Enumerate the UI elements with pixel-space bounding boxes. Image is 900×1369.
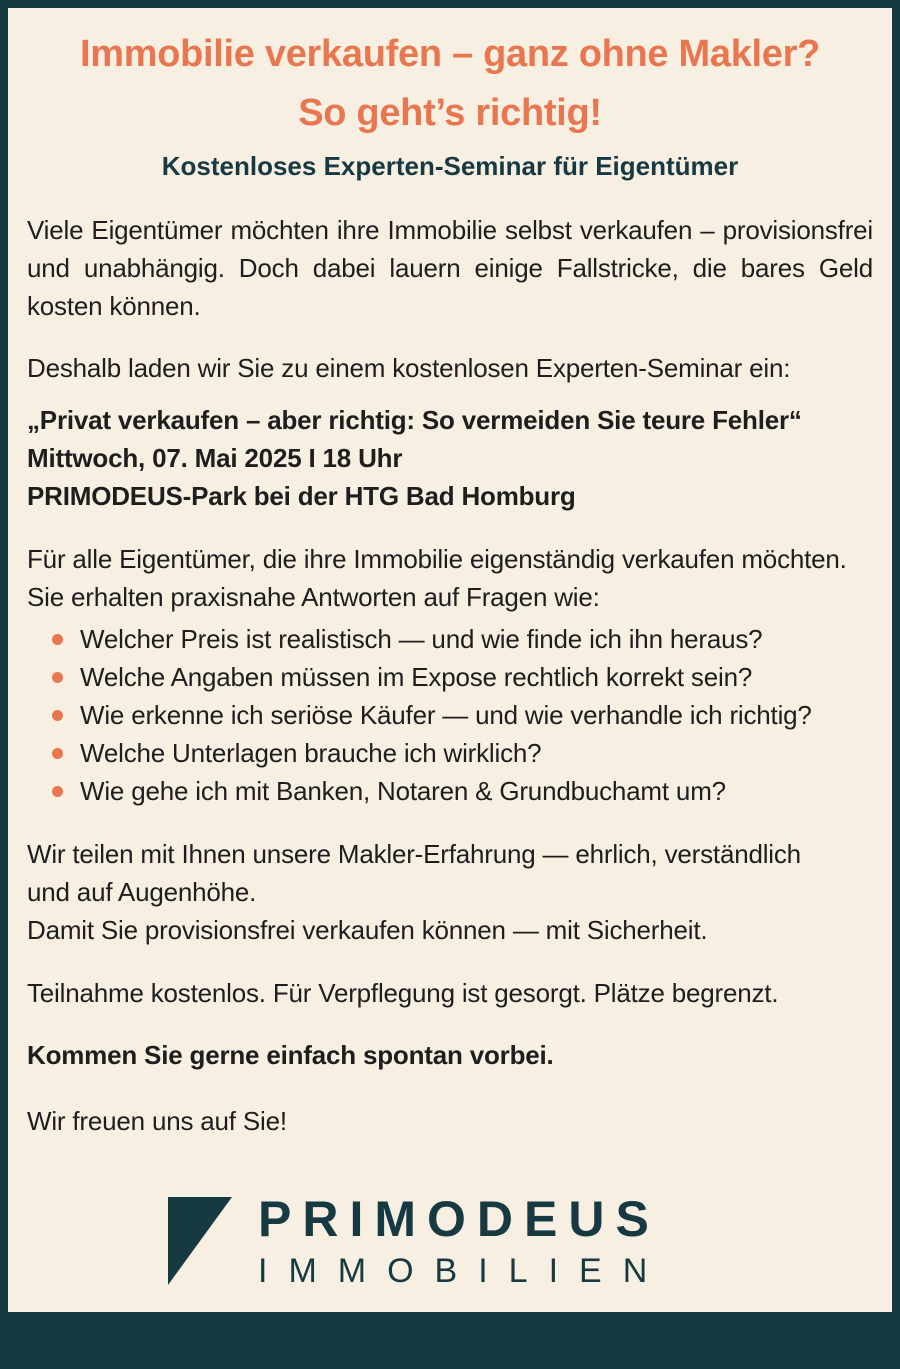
list-item xyxy=(27,620,812,658)
audience-line-1: Für alle Eigentümer, die ihre Immobilie eigenständig verkaufen möchten. xyxy=(27,544,847,574)
bullet-dot-icon xyxy=(52,672,63,683)
question-list xyxy=(27,620,812,810)
list-item xyxy=(27,772,812,810)
invitation-text: Deshalb laden wir Sie zu einem kostenlosen Experten-Seminar ein: xyxy=(27,353,791,383)
list-item xyxy=(27,734,812,772)
experience-line-1: Wir teilen mit Ihnen unsere Makler-Erfahrung — ehrlich, verständlich xyxy=(27,839,801,869)
experience-line-2: und auf Augenhöhe. xyxy=(27,877,257,907)
question-text: Welche Angaben müssen im Expose rechtlich korrekt sein? xyxy=(80,662,753,692)
bullet-dot-icon xyxy=(52,748,63,759)
headline-line-2: So geht’s richtig! xyxy=(298,92,602,134)
intro-paragraph: Viele Eigentümer möchten ihre Immobilie selbst verkaufen – provisionsfrei und unabhängig. Doch dabei lauern einige Fallstricke, die bares Geld kosten können. xyxy=(27,215,873,321)
experience-line-3: Damit Sie provisionsfrei verkaufen können — mit Sicherheit. xyxy=(27,915,708,945)
question-text: Wie gehe ich mit Banken, Notaren & Grundbuchamt um? xyxy=(80,776,726,806)
subheadline: Kostenloses Experten-Seminar für Eigentümer xyxy=(161,151,739,181)
bullet-dot-icon xyxy=(52,786,63,797)
details-text: Teilnahme kostenlos. Für Verpflegung ist gesorgt. Plätze begrenzt. xyxy=(27,978,779,1008)
seminar-title: „Privat verkaufen – aber richtig: So vermeiden Sie teure Fehler“ xyxy=(27,405,802,435)
question-text: Welcher Preis ist realistisch — und wie finde ich ihn heraus? xyxy=(80,624,763,654)
seminar-location: PRIMODEUS-Park bei der HTG Bad Homburg xyxy=(27,481,576,511)
logo-word-primodeus: PRIMODEUS xyxy=(258,1191,660,1247)
audience-line-2: Sie erhalten praxisnahe Antworten auf Fragen wie: xyxy=(27,582,600,612)
bullet-dot-icon xyxy=(52,634,63,645)
closing-text: Wir freuen uns auf Sie! xyxy=(27,1106,287,1136)
logo-word-immobilien: IMMOBILIEN xyxy=(258,1252,669,1290)
call-to-action: Kommen Sie gerne einfach spontan vorbei. xyxy=(27,1040,554,1070)
primodeus-logo xyxy=(160,1175,800,1300)
list-item xyxy=(27,696,812,734)
question-text: Welche Unterlagen brauche ich wirklich? xyxy=(80,738,542,768)
logo-mark-icon xyxy=(168,1197,232,1285)
seminar-date: Mittwoch, 07. Mai 2025 I 18 Uhr xyxy=(27,443,403,473)
question-text: Wie erkenne ich seriöse Käufer — und wie verhandle ich richtig? xyxy=(80,700,812,730)
bullet-dot-icon xyxy=(52,710,63,721)
headline-line-1: Immobilie verkaufen – ganz ohne Makler? xyxy=(79,33,821,75)
list-item xyxy=(27,658,812,696)
